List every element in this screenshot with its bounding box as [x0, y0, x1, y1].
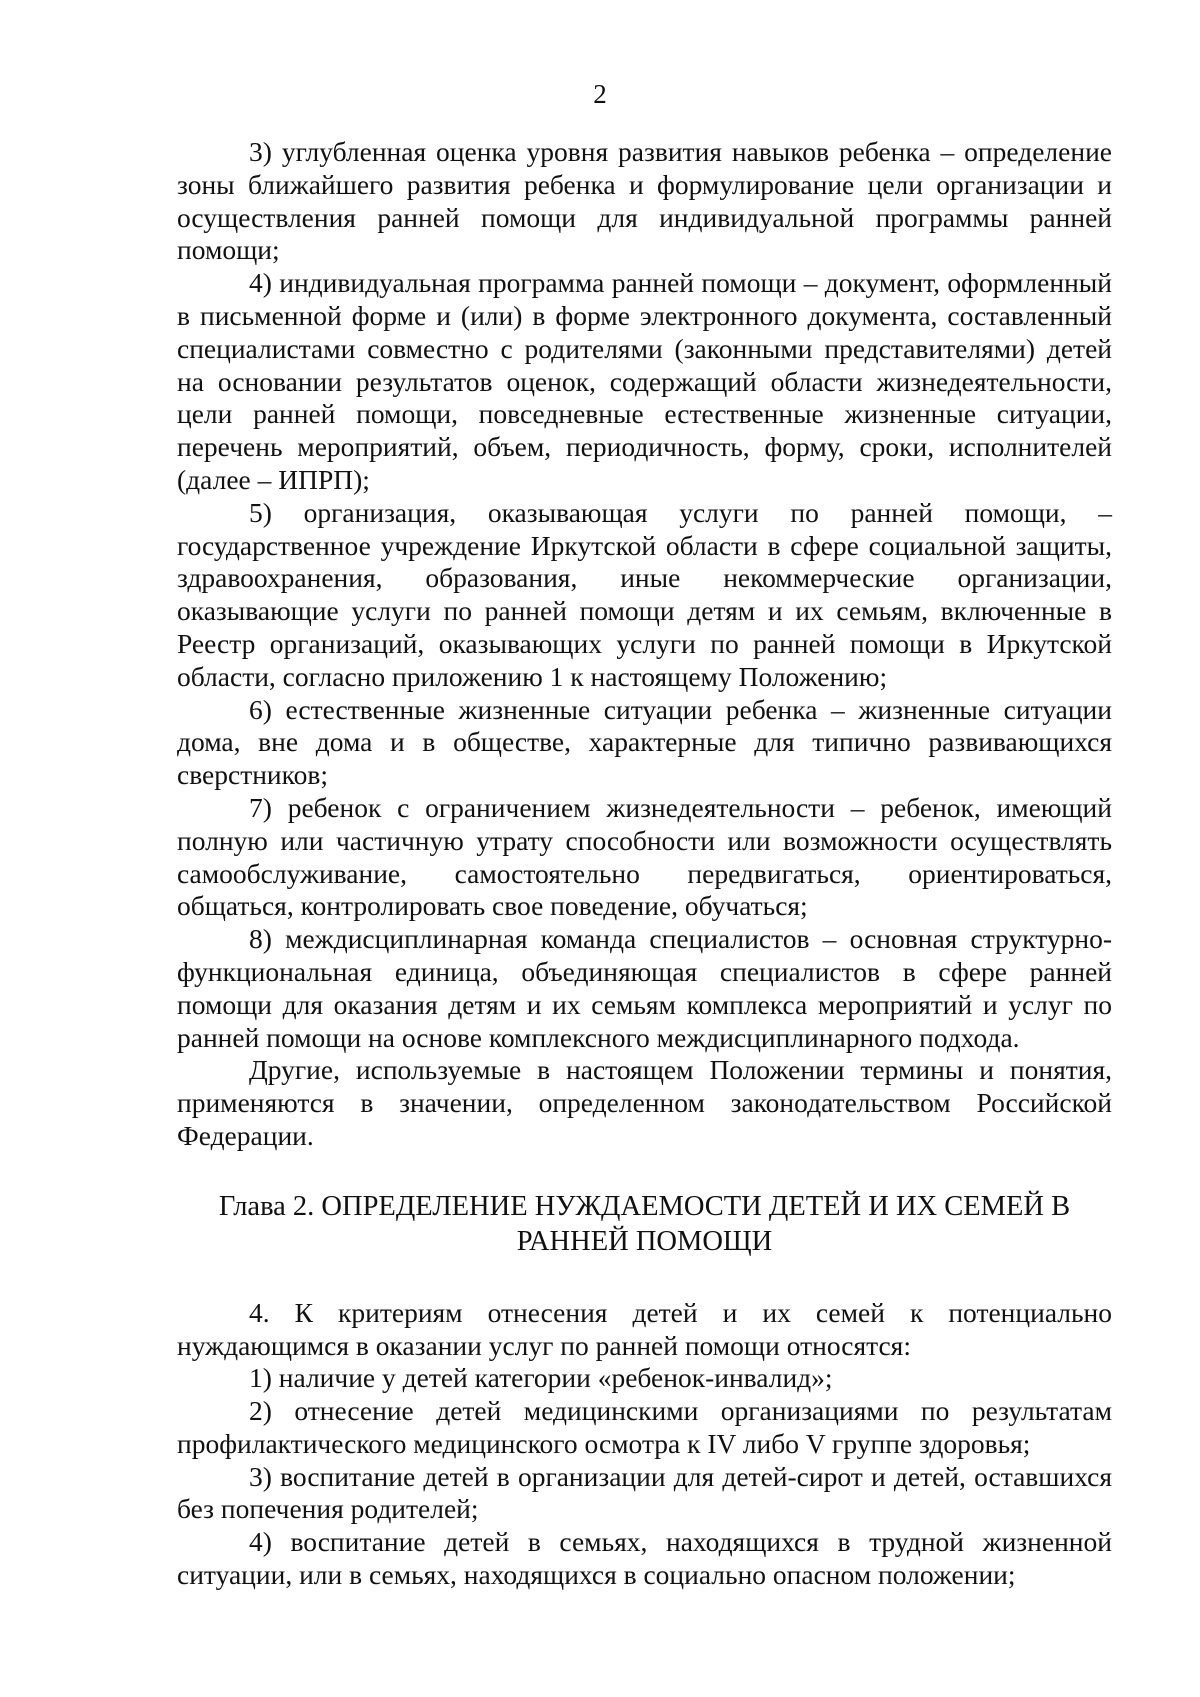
- criteria-item-3: 3) воспитание детей в организации для детей-сирот и детей, оставшихся без попечения родителей;: [177, 1460, 1112, 1525]
- chapter-heading: [177, 1189, 1112, 1259]
- chapter-heading-line-1: Глава 2. ОПРЕДЕЛЕНИЕ НУЖДАЕМОСТИ ДЕТЕЙ И ИХ СЕМЕЙ В: [218, 1190, 1071, 1222]
- other-terms-paragraph: Другие, используемые в настоящем Положении термины и понятия, применяются в значении, определенном законодательством Российской Федерации.: [177, 1054, 1112, 1151]
- definition-item-7: 7) ребенок с ограничением жизнедеятельности – ребенок, имеющий полную или частичную утрату способности или возможности осуществлять самообслуживание, самостоятельно передвигаться, ориентироваться, общаться, контролировать свое поведение, обучаться;: [177, 791, 1112, 922]
- chapter-heading-line-2: РАННЕЙ ПОМОЩИ: [516, 1225, 773, 1257]
- definition-item-5: 5) организация, оказывающая услуги по ранней помощи, – государственное учреждение Иркутской области в сфере социальной защиты, здравоохранения, образования, иные некоммерческие организации, оказывающие услуги по ранней помощи детям и их семьям, включенные в Реестр организаций, оказывающих услуги по ранней помощи в Иркутской области, согласно приложению 1 к настоящему Положению;: [177, 496, 1112, 692]
- criteria-item-4: 4) воспитание детей в семьях, находящихся в трудной жизненной ситуации, или в семьях, находящихся в социально опасном положении;: [177, 1526, 1112, 1591]
- definition-item-3: 3) углубленная оценка уровня развития навыков ребенка – определение зоны ближайшего развития ребенка и формулирование цели организации и осуществления ранней помощи для индивидуальной программы ранней помощи;: [177, 136, 1112, 266]
- criteria-item-2: 2) отнесение детей медицинскими организациями по результатам профилактического медицинского осмотра к IV либо V группе здоровья;: [177, 1395, 1112, 1459]
- page-number: 2: [593, 79, 607, 109]
- definition-item-8: 8) междисциплинарная команда специалистов – основная структурно-функциональная единица, объединяющая специалистов в сфере ранней помощи для оказания детям и их семьям комплекса мероприятий и услуг по ранней помощи на основе комплексного междисциплинарного подхода.: [177, 923, 1112, 1053]
- document-body: [177, 136, 1112, 1592]
- definition-item-4: 4) индивидуальная программа ранней помощи – документ, оформленный в письменной форме и (или) в форме электронного документа, составленный специалистами совместно с родителями (законными представителями) детей на основании результатов оценок, содержащий области жизнедеятельности, цели ранней помощи, повседневные естественные жизненные ситуации, перечень мероприятий, объем, периодичность, форму, сроки, исполнителей (далее – ИПРП);: [177, 267, 1112, 495]
- criteria-item-1: 1) наличие у детей категории «ребенок-инвалид»;: [249, 1362, 833, 1394]
- definition-item-6: 6) естественные жизненные ситуации ребенка – жизненные ситуации дома, вне дома и в обществе, характерные для типично развивающихся сверстников;: [177, 693, 1112, 791]
- criteria-intro-paragraph: 4. К критериям отнесения детей и их семей к потенциально нуждающимся в оказании услуг по ранней помощи относятся:: [177, 1296, 1112, 1361]
